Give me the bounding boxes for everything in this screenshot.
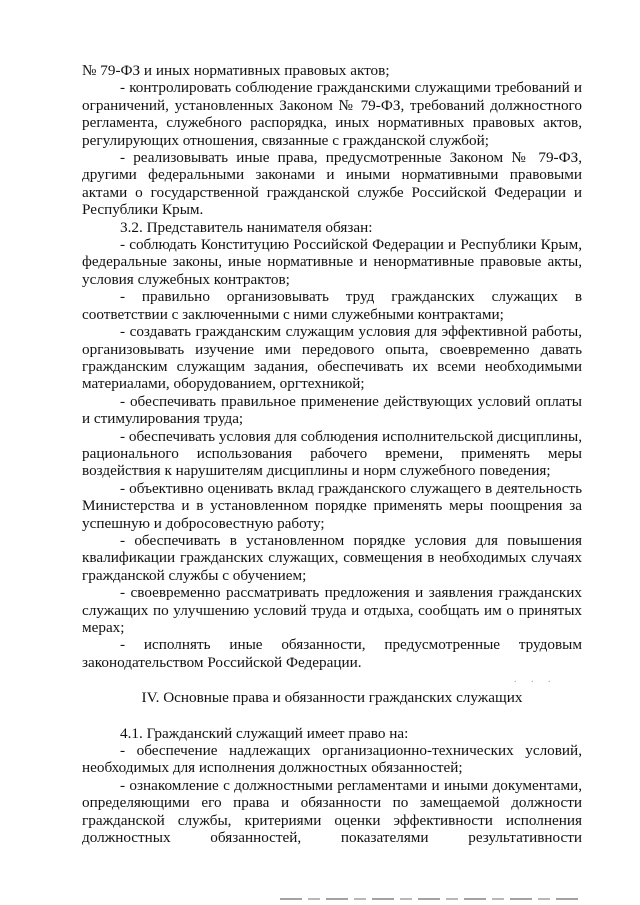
document-body [82,62,582,846]
paragraph-qualification: - обеспечивать в установленном порядке условия для повышения квалификации гражданских служащих, совмещения в необходимых случаях гражданской службы с обучением; [82,531,582,584]
paragraph-continuation: № 79-ФЗ и иных нормативных правовых актов; [82,62,390,79]
paragraph-pay-conditions: - обеспечивать правильное применение действующих условий оплаты и стимулирования труда; [82,392,582,428]
paragraph-employer-obliged: 3.2. Представитель нанимателя обязан: [120,218,373,236]
paragraph-servant-rights: 4.1. Гражданский служащий имеет право на: [120,724,409,742]
paragraph-discipline: - обеспечивать условия для соблюдения исполнительской дисциплины, рационального использования рабочего времени, применять меры воздействия к нарушителям дисциплины и норм служебного поведения; [82,427,582,480]
scan-artifact-line [280,898,580,900]
section-heading: IV. Основные права и обязанности гражданских служащих [141,689,523,707]
margin-mark: . . . [514,674,557,685]
paragraph-technical-conditions: - обеспечение надлежащих организационно-технических условий, необходимых для исполнения должностных обязанностей; [82,742,582,777]
paragraph-observe-constitution: - соблюдать Конституцию Российской Федерации и Республики Крым, федеральные законы, иные нормативные и ненормативные правовые акты, условия служебных контрактов; [82,236,582,288]
paragraph-organize-work: - правильно организовывать труд гражданских служащих в соответствии с заключенными с ними служебными контрактами; [82,288,582,323]
paragraph-evaluate-contribution: - объективно оценивать вклад гражданского служащего в деятельность Министерства и в установленном порядке применять меры поощрения за успешную и добросовестную работу; [82,479,582,532]
paragraph-control-compliance: - контролировать соблюдение гражданскими служащими требований и ограничений, установленных Законом № 79-ФЗ, требований должностного регламента, служебного распорядка, иных нормативных правовых актов, регулирующих отношения, связанные с гражданской службой; [82,79,582,149]
paragraph-other-duties: - исполнять иные обязанности, предусмотренные трудовым законодательством Российской Федерации. [82,636,582,671]
paragraph-other-rights: - реализовывать иные права, предусмотренные Законом № 79-ФЗ, другими федеральными законами и иными нормативными правовыми актами о государственной гражданской службе Российской Федерации и Республики Крым. [82,149,582,219]
paragraph-familiarization: - ознакомление с должностными регламентами и иными документами, определяющими его права и обязанности по замещаемой должности гражданской службы, критериями оценки эффективности исполнения должностных обязанностей, показателями результативности [82,776,582,847]
paragraph-create-conditions: - создавать гражданским служащим условия для эффективной работы, организовывать изучение ими передового опыта, своевременно давать гражданским служащим задания, обеспечивать их всеми необходимыми материалами, оборудованием, оргтехникой; [82,323,582,393]
paragraph-proposals: - своевременно рассматривать предложения и заявления гражданских служащих по улучшению условий труда и отдыха, сообщать им о принятых мерах; [82,584,582,636]
